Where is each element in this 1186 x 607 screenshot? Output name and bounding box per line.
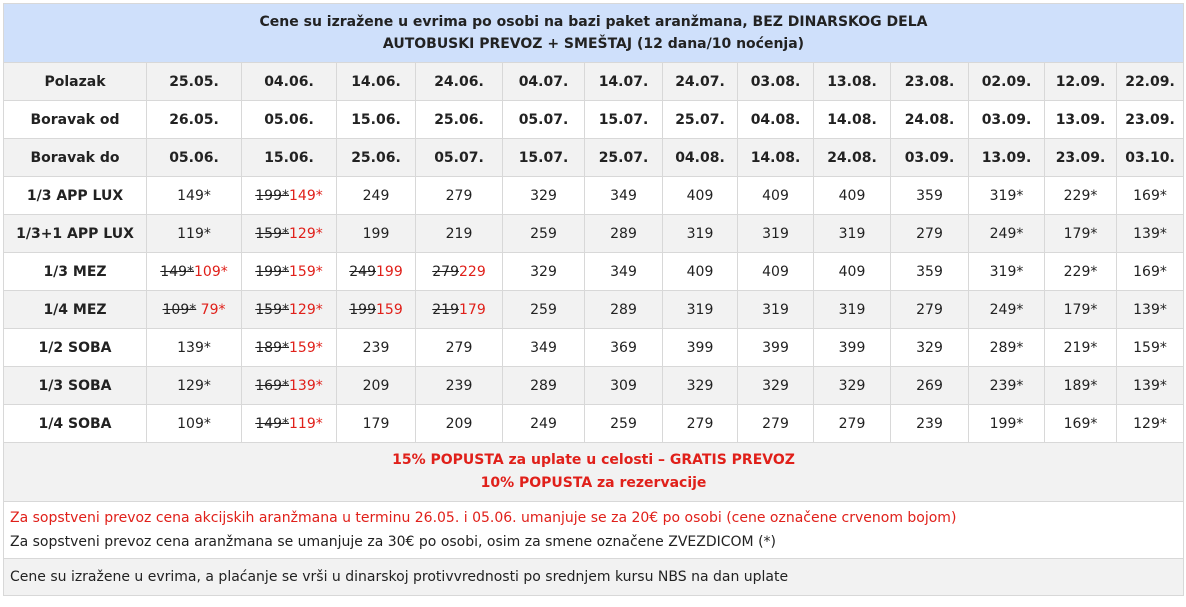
price-cell [337,405,416,443]
price: 249 [362,187,390,204]
date-cell: 22.09. [1117,63,1184,101]
price: 329 [916,339,943,356]
price-cell [1117,253,1184,291]
price: 349 [610,187,637,204]
price-cell [503,253,585,291]
price-cell [814,367,891,405]
date-cell: 13.09. [1045,101,1117,139]
price: 199* [989,415,1024,432]
price-cell [337,367,416,405]
price-cell [891,253,969,291]
price: 159* [1133,339,1167,356]
discount-price: 79* [196,301,226,318]
discount-price: 149* [289,187,323,204]
price: 209 [445,415,473,432]
price-cell [891,405,969,443]
price: 259 [610,415,637,432]
price: 179* [1063,225,1098,242]
date-cell: 04.07. [503,63,585,101]
price: 249* [989,301,1024,318]
price: 279 [762,415,789,432]
price-cell [738,291,814,329]
price-cell [242,291,337,329]
price-cell [891,291,969,329]
old-price: 159* [255,225,289,242]
price-cell [969,405,1045,443]
price-cell [969,367,1045,405]
price: 349 [530,339,557,356]
price-cell [585,405,663,443]
date-cell: 15.07. [585,101,663,139]
price-cell [416,215,503,253]
price-row [4,405,1184,443]
notes-text [4,502,1184,559]
old-price: 249 [349,263,376,280]
price-cell [663,329,738,367]
price: 139* [1133,225,1167,242]
price-cell [814,177,891,215]
price: 239 [445,377,473,394]
date-cell: 05.07. [503,101,585,139]
date-cell: 25.07. [585,139,663,177]
price-cell [337,215,416,253]
price: 399 [686,339,714,356]
price-cell [738,329,814,367]
price: 369 [610,339,637,356]
price: 289 [610,301,637,318]
price-cell [147,177,242,215]
price-cell [337,291,416,329]
room-type-label: 1/4 MEZ [4,291,147,329]
price-cell [585,367,663,405]
price-cell [416,253,503,291]
price-cell [585,253,663,291]
date-cell: 05.07. [416,139,503,177]
date-cell: 05.06. [242,101,337,139]
price-cell [585,329,663,367]
price: 319 [686,301,714,318]
price-cell [503,405,585,443]
price: 319 [762,225,789,242]
price: 359 [916,263,943,280]
date-cell: 04.06. [242,63,337,101]
date-cell: 14.06. [337,63,416,101]
price: 279 [445,339,473,356]
price: 329 [838,377,866,394]
price: 239* [989,377,1024,394]
price: 319 [762,301,789,318]
price-cell [738,177,814,215]
price-cell [503,177,585,215]
price: 119* [177,225,211,242]
price: 179* [1063,301,1098,318]
price: 129* [1133,415,1167,432]
date-cell: 23.09. [1045,139,1117,177]
title-line-2: AUTOBUSKI PREVOZ + SMEŠTAJ (12 dana/10 noćenja) [382,36,805,52]
price-row [4,177,1184,215]
price-cell [242,367,337,405]
price-cell [891,367,969,405]
price-cell [503,367,585,405]
price-cell [663,367,738,405]
header-row [4,4,1184,63]
date-cell: 03.08. [738,63,814,101]
date-cell: 25.07. [663,101,738,139]
date-cell: 14.08. [814,101,891,139]
price: 279 [445,187,473,204]
date-cell: 25.05. [147,63,242,101]
promo-line-2: 10% POPUSTA za rezervacije [480,475,707,491]
date-cell: 24.06. [416,63,503,101]
price-cell [1045,253,1117,291]
price: 279 [916,301,943,318]
price: 319 [686,225,714,242]
price: 409 [762,263,789,280]
price-cell [814,291,891,329]
price: 289 [610,225,637,242]
price: 199 [362,225,390,242]
price: 409 [762,187,789,204]
price: 249 [530,415,557,432]
price-cell [242,329,337,367]
price: 329 [686,377,714,394]
discount-price: 159 [376,301,403,318]
price-cell [1117,405,1184,443]
price-cell [1045,367,1117,405]
notes-row [4,502,1184,559]
price-cell [337,253,416,291]
price-cell [147,215,242,253]
date-row [4,101,1184,139]
price-cell [337,177,416,215]
date-cell: 25.06. [416,101,503,139]
price-cell [1045,405,1117,443]
price-cell [1117,367,1184,405]
price-cell [814,215,891,253]
date-cell: 02.09. [969,63,1045,101]
price-cell [891,329,969,367]
price: 329 [530,187,557,204]
old-price: 149* [160,263,194,280]
price: 229* [1063,187,1098,204]
date-cell: 03.10. [1117,139,1184,177]
room-type-label: 1/3 APP LUX [4,177,147,215]
price-cell [503,329,585,367]
price-cell [969,329,1045,367]
date-cell: 04.08. [738,101,814,139]
price-cell [814,405,891,443]
date-cell: 05.06. [147,139,242,177]
price-cell [503,215,585,253]
price-cell [1117,329,1184,367]
price: 409 [686,187,714,204]
price-cell [147,329,242,367]
footer-row [4,559,1184,596]
discount-price: 109* [194,263,228,280]
price-cell [147,367,242,405]
old-price: 199* [255,263,289,280]
title-line-1: Cene su izražene u evrima po osobi na bazi paket aranžmana, BEZ DINARSKOG DELA [259,14,928,30]
price-row [4,329,1184,367]
price-cell [969,253,1045,291]
promo-row [4,443,1184,502]
price: 409 [838,263,866,280]
price: 399 [762,339,789,356]
price: 189* [1063,377,1098,394]
date-cell: 14.07. [585,63,663,101]
old-price: 159* [255,301,289,318]
row-label: Boravak do [4,139,147,177]
price: 319 [838,301,866,318]
price: 289 [530,377,557,394]
date-cell: 24.08. [814,139,891,177]
price-cell [738,405,814,443]
price: 319 [838,225,866,242]
date-cell: 14.08. [738,139,814,177]
price: 329 [530,263,557,280]
price: 319* [989,187,1024,204]
price-cell [147,291,242,329]
date-cell: 12.09. [1045,63,1117,101]
price: 149* [177,187,211,204]
price-cell [585,177,663,215]
price-cell [814,329,891,367]
price: 169* [1133,263,1167,280]
discount-price: 139* [289,377,323,394]
date-cell: 13.08. [814,63,891,101]
price-cell [891,177,969,215]
price-cell [969,291,1045,329]
price-cell [891,215,969,253]
price-cell [337,329,416,367]
date-cell: 15.06. [337,101,416,139]
price-cell [1117,177,1184,215]
price-cell [242,177,337,215]
date-cell: 25.06. [337,139,416,177]
price: 329 [762,377,789,394]
price: 139* [1133,377,1167,394]
price-cell [663,405,738,443]
price-row [4,291,1184,329]
price: 169* [1133,187,1167,204]
price-cell [416,405,503,443]
old-price: 189* [255,339,289,356]
room-type-label: 1/3 MEZ [4,253,147,291]
price-cell [416,329,503,367]
price-cell [242,215,337,253]
price-cell [503,291,585,329]
price-row [4,367,1184,405]
date-cell: 24.08. [891,101,969,139]
price: 229* [1063,263,1098,280]
date-cell: 15.06. [242,139,337,177]
price: 259 [530,301,557,318]
date-cell: 15.07. [503,139,585,177]
promo-line-1: 15% POPUSTA za uplate u celosti – GRATIS PREVOZ [392,452,795,468]
price-cell [416,177,503,215]
date-cell: 24.07. [663,63,738,101]
price-row [4,215,1184,253]
price-cell [1117,291,1184,329]
footer-text: Cene su izražene u evrima, a plaćanje se vrši u dinarskoj protivvrednosti po srednjem kursu NBS na dan uplate [4,559,1184,596]
price-cell [1045,329,1117,367]
price-cell [1045,215,1117,253]
price: 249* [989,225,1024,242]
price-cell [147,253,242,291]
price-cell [969,177,1045,215]
price-cell [814,253,891,291]
room-type-label: 1/2 SOBA [4,329,147,367]
price: 279 [838,415,866,432]
old-price: 219 [432,301,459,318]
discount-price: 129* [289,225,323,242]
discount-price: 159* [289,339,323,356]
row-label: Polazak [4,63,147,101]
price-cell [1045,177,1117,215]
price: 309 [610,377,637,394]
discount-price: 159* [289,263,323,280]
price: 209 [362,377,390,394]
note-line-2: Za sopstveni prevoz cena aranžmana se umanjuje za 30€ po osobi, osim za smene označene ZVEZDICOM (*) [10,534,776,550]
price: 399 [838,339,866,356]
date-cell: 03.09. [891,139,969,177]
price-cell [738,367,814,405]
price-cell [416,367,503,405]
old-price: 279 [432,263,459,280]
old-price: 199* [255,187,289,204]
price: 279 [916,225,943,242]
room-type-label: 1/3+1 APP LUX [4,215,147,253]
price-cell [242,253,337,291]
price-cell [663,253,738,291]
date-row [4,63,1184,101]
price: 219 [445,225,473,242]
price: 179 [362,415,390,432]
price-cell [663,177,738,215]
price: 109* [177,415,211,432]
price-cell [738,253,814,291]
price: 129* [177,377,211,394]
old-price: 149* [255,415,289,432]
promo-text [4,443,1184,502]
price: 409 [838,187,866,204]
price: 319* [989,263,1024,280]
date-cell: 23.08. [891,63,969,101]
discount-price: 179 [459,301,486,318]
price: 219* [1063,339,1098,356]
price-row [4,253,1184,291]
price-cell [416,291,503,329]
price: 359 [916,187,943,204]
price-cell [969,215,1045,253]
discount-price: 129* [289,301,323,318]
date-row [4,139,1184,177]
price: 259 [530,225,557,242]
price: 279 [686,415,714,432]
date-cell: 13.09. [969,139,1045,177]
price: 239 [362,339,390,356]
date-cell: 23.09. [1117,101,1184,139]
discount-price: 229 [459,263,486,280]
note-red-line: Za sopstveni prevoz cena akcijskih aranžmana u terminu 26.05. i 05.06. umanjuje se za 20€ po osobi (cene označene crvenom bojom) [10,510,957,526]
price: 169* [1063,415,1098,432]
date-cell: 26.05. [147,101,242,139]
date-cell: 03.09. [969,101,1045,139]
price-cell [242,405,337,443]
price-cell [585,215,663,253]
room-type-label: 1/3 SOBA [4,367,147,405]
price: 409 [686,263,714,280]
price-table [3,3,1184,596]
price-cell [1117,215,1184,253]
price-cell [585,291,663,329]
price: 289* [989,339,1024,356]
discount-price: 199 [376,263,403,280]
discount-price: 119* [289,415,323,432]
price-cell [663,215,738,253]
price: 139* [177,339,211,356]
price-cell [738,215,814,253]
price-cell [147,405,242,443]
date-cell: 04.08. [663,139,738,177]
old-price: 199 [349,301,376,318]
price: 269 [916,377,943,394]
row-label: Boravak od [4,101,147,139]
price-cell [663,291,738,329]
old-price: 169* [255,377,289,394]
price: 239 [916,415,943,432]
old-price: 109* [162,301,197,318]
price: 139* [1133,301,1167,318]
table-title [4,4,1184,63]
room-type-label: 1/4 SOBA [4,405,147,443]
price: 349 [610,263,637,280]
price-cell [1045,291,1117,329]
